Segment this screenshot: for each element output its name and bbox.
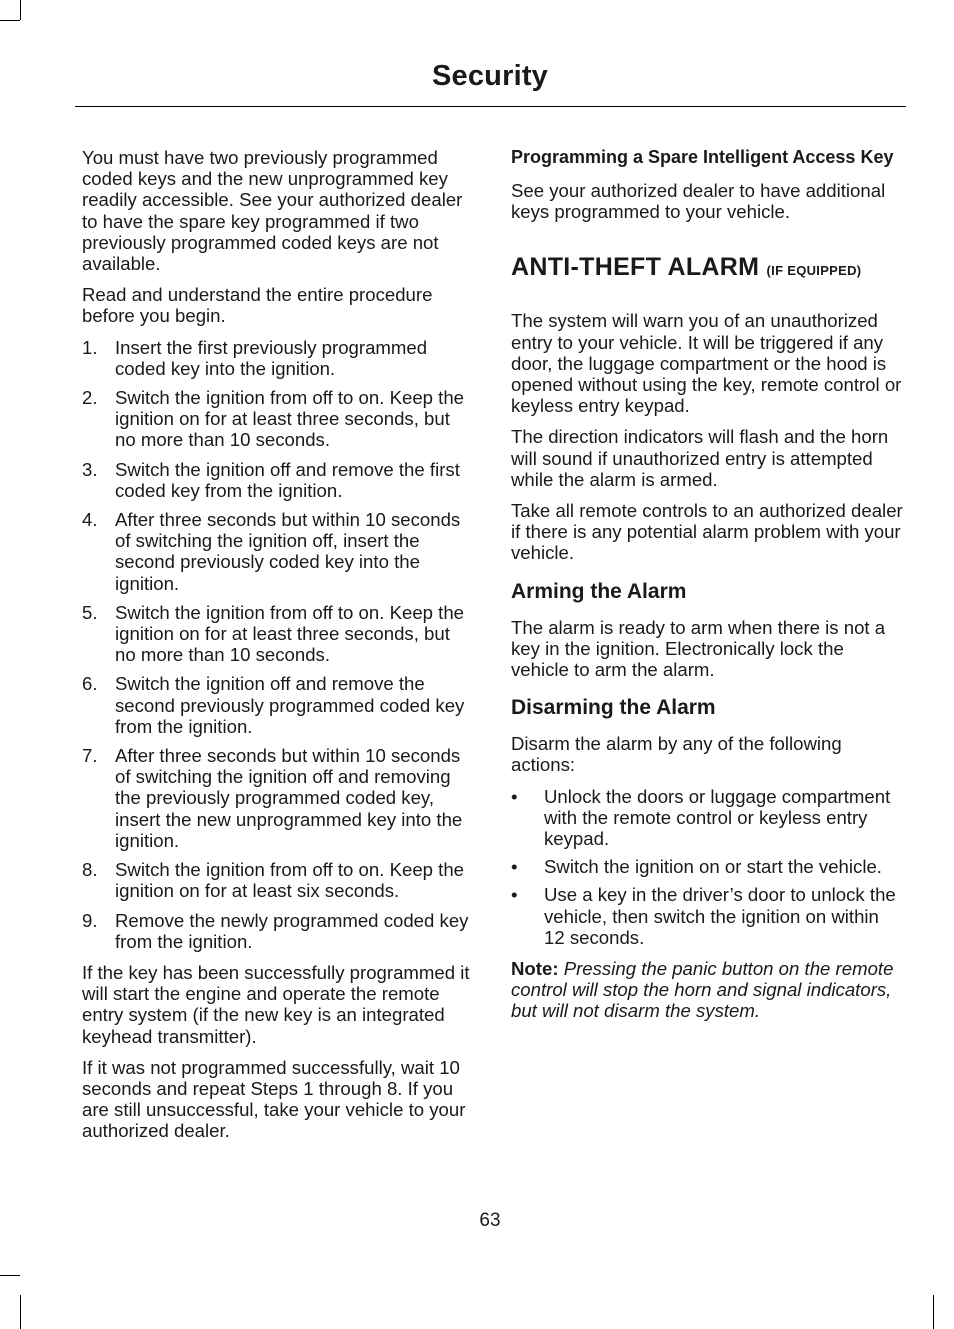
step-text: After three seconds but within 10 seconds of switching the ignition off, insert the second previously coded key into the ignition.	[115, 509, 461, 594]
alarm-paragraph: The system will warn you of an unauthorized entry to your vehicle. It will be triggered if any door, the luggage compartment or the hood is opened without using the key, remote control or keyless entry keypad.	[511, 310, 902, 417]
list-item	[82, 673, 474, 737]
step-number: 1.	[82, 336, 98, 358]
bullet-icon: •	[511, 785, 518, 807]
step-text: After three seconds but within 10 seconds of switching the ignition off and removing the previously programmed coded key, insert the new unprogrammed key into the ignition.	[115, 745, 463, 851]
left-column	[82, 147, 474, 1152]
crop-mark	[0, 1275, 20, 1276]
crop-mark	[0, 20, 20, 21]
disarming-intro: Disarm the alarm by any of the following actions:	[511, 733, 842, 776]
note-label: Note:	[511, 958, 559, 980]
step-number: 7.	[82, 745, 98, 767]
list-item	[82, 859, 474, 901]
step-text: Switch the ignition from off to on. Keep the ignition on for at least three seconds, but no more than 10 seconds.	[115, 387, 465, 451]
step-number: 6.	[82, 673, 98, 695]
right-column	[511, 147, 903, 1032]
step-text: Remove the newly programmed coded key from the ignition.	[115, 909, 469, 952]
read-first-paragraph: Read and understand the entire procedure before you begin.	[82, 284, 433, 327]
disarming-heading: Disarming the Alarm	[511, 696, 716, 720]
list-item	[511, 786, 903, 850]
bullet-icon: •	[511, 856, 518, 878]
list-item	[511, 884, 903, 948]
programming-steps-list	[82, 337, 474, 952]
anti-theft-heading-text: ANTI-THEFT ALARM	[511, 253, 760, 282]
step-number: 4.	[82, 509, 98, 531]
step-number: 5.	[82, 601, 98, 623]
bullet-text: Use a key in the driver’s door to unlock the vehicle, then switch the ignition on within 12 seconds.	[544, 884, 896, 948]
header-divider	[75, 106, 906, 107]
step-text: Switch the ignition off and remove the second previously programmed coded key from the ignition.	[115, 673, 465, 737]
crop-mark	[20, 0, 21, 20]
list-item	[82, 387, 474, 451]
note-paragraph	[511, 958, 903, 1022]
failure-paragraph: If it was not programmed successfully, wait 10 seconds and repeat Steps 1 through 8. If you are still unsuccessful, take your vehicle to your authorized dealer.	[82, 1056, 466, 1142]
list-item	[82, 745, 474, 851]
list-item	[82, 602, 474, 666]
intro-paragraph: You must have two previously programmed coded keys and the new unprogrammed key readily accessible. See your authorized dealer to have the spare key programmed if two previously programmed coded keys are not available.	[82, 147, 463, 275]
step-text: Switch the ignition from off to on. Keep the ignition on for at least three seconds, but no more than 10 seconds.	[115, 601, 465, 666]
step-number: 9.	[82, 909, 98, 931]
page-title: Security	[431, 60, 549, 92]
crop-mark	[20, 1295, 21, 1329]
note-text: Pressing the panic button on the remote control will stop the horn and signal indicators, but will not disarm the system.	[511, 958, 894, 1022]
arming-paragraph: The alarm is ready to arm when there is not a key in the ignition. Electronically lock the vehicle to arm the alarm.	[511, 616, 886, 681]
success-paragraph: If the key has been successfully programmed it will start the engine and operate the remote entry system (if the new key is an integrated keyhead transmitter).	[82, 961, 470, 1047]
step-text: Switch the ignition from off to on. Keep the ignition on for at least six seconds.	[115, 859, 465, 902]
alarm-paragraph: The direction indicators will flash and the horn will sound if unauthorized entry is attempted while the alarm is armed.	[511, 426, 889, 490]
step-text: Switch the ignition off and remove the first coded key from the ignition.	[115, 458, 460, 501]
list-item	[82, 509, 474, 594]
list-item	[82, 459, 474, 501]
step-text: Insert the first previously programmed coded key into the ignition.	[115, 336, 428, 379]
anti-theft-heading	[511, 252, 903, 286]
spare-key-paragraph: See your authorized dealer to have additional keys programmed to your vehicle.	[511, 180, 886, 223]
step-number: 8.	[82, 859, 98, 881]
step-number: 3.	[82, 458, 98, 480]
step-number: 2.	[82, 387, 98, 409]
crop-mark	[933, 1295, 934, 1329]
list-item	[82, 910, 474, 952]
bullet-text: Switch the ignition on or start the vehicle.	[544, 856, 882, 878]
list-item	[82, 337, 474, 379]
spare-key-heading: Programming a Spare Intelligent Access Key	[511, 147, 894, 167]
alarm-paragraph: Take all remote controls to an authorized dealer if there is any potential alarm problem with your vehicle.	[511, 500, 903, 564]
page-number: 63	[479, 1210, 501, 1231]
if-equipped-label: (IF EQUIPPED)	[766, 263, 862, 279]
disarm-actions-list	[511, 786, 903, 948]
bullet-text: Unlock the doors or luggage compartment with the remote control or keyless entry keypad.	[544, 785, 891, 850]
list-item	[511, 856, 903, 877]
bullet-icon: •	[511, 884, 518, 906]
arming-heading: Arming the Alarm	[511, 579, 687, 603]
